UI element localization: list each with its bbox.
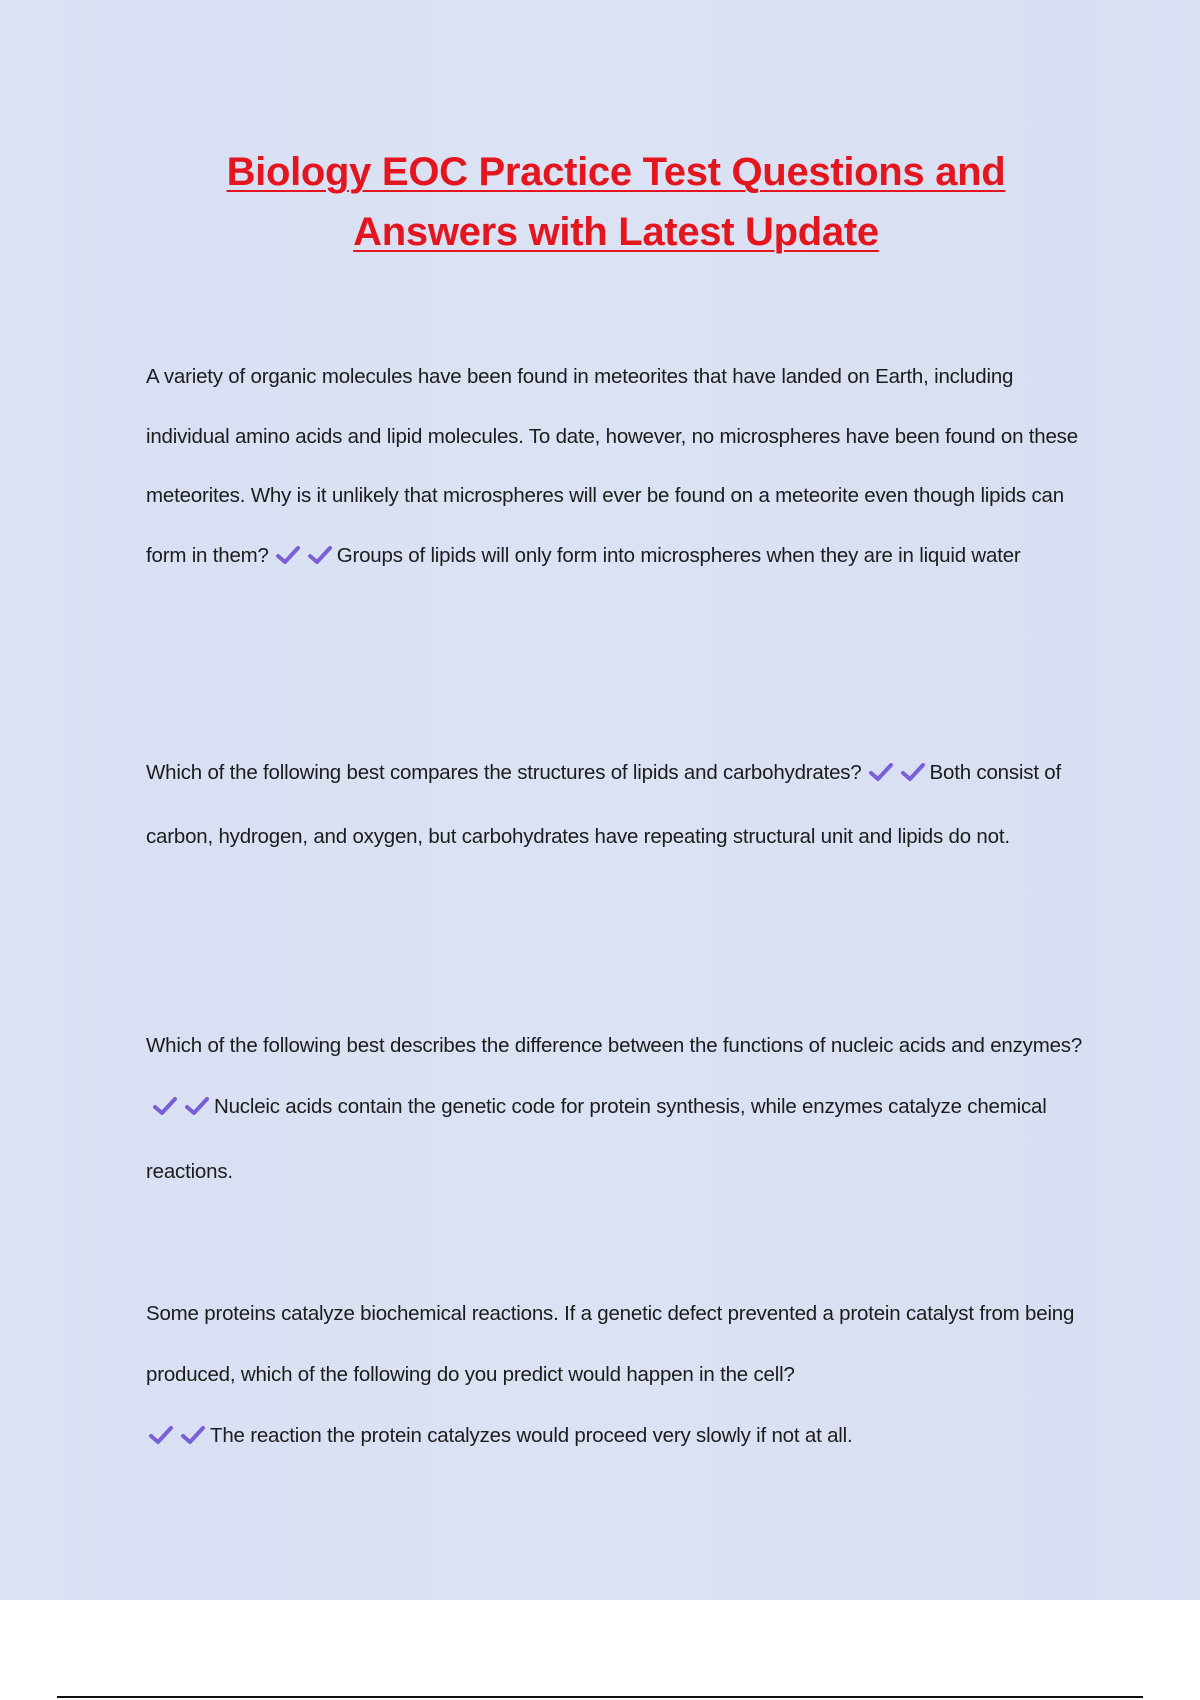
check-icon xyxy=(148,1424,174,1446)
answer-text: Both consist of carbon, hydrogen, and oxygen, but carbohydrates have repeating structural unit and lipids do not. xyxy=(146,761,1062,848)
answer-text: Nucleic acids contain the genetic code for protein synthesis, while enzymes catalyze chemical reactions. xyxy=(146,1095,1047,1183)
question-text: A variety of organic molecules have been found in meteorites that have landed on Earth, including individual amino acids and lipid molecules. To date, however, no microspheres have been found on these meteorites. Why is it unlikely that microspheres will ever be found on a meteorite even though lipids can form in them? xyxy=(146,365,1078,567)
check-icon xyxy=(275,544,301,566)
answer-check-marks xyxy=(152,1080,210,1141)
answer-text: The reaction the protein catalyzes would proceed very slowly if not at all. xyxy=(210,1424,853,1447)
check-icon xyxy=(900,761,926,783)
check-icon xyxy=(868,761,894,783)
title-line-2: Answers with Latest Update xyxy=(353,210,879,254)
document-title xyxy=(150,142,1082,262)
title-line-1: Biology EOC Practice Test Questions and xyxy=(226,150,1006,194)
question-text: Which of the following best describes the difference between the functions of nucleic acids and enzymes? xyxy=(146,1034,1083,1057)
answer-text: Groups of lipids will only form into microspheres when they are in liquid water xyxy=(336,543,1021,567)
check-icon xyxy=(184,1095,210,1117)
question-text: Which of the following best compares the structures of lipids and carbohydrates? xyxy=(146,761,862,784)
answer-check-marks xyxy=(868,747,926,807)
qa-item-1 xyxy=(146,347,1086,589)
qa-item-3 xyxy=(146,1015,1086,1202)
check-icon xyxy=(307,544,333,566)
answer-check-marks xyxy=(148,1409,206,1470)
qa-item-4 xyxy=(146,1283,1086,1470)
qa-item-2 xyxy=(146,743,1086,867)
check-icon xyxy=(180,1424,206,1446)
bottom-divider xyxy=(57,1696,1143,1698)
check-icon xyxy=(152,1095,178,1117)
answer-check-marks xyxy=(275,530,333,590)
question-text: Some proteins catalyze biochemical reactions. If a genetic defect prevented a protein catalyst from being produced, which of the following do you predict would happen in the cell? xyxy=(146,1302,1075,1386)
